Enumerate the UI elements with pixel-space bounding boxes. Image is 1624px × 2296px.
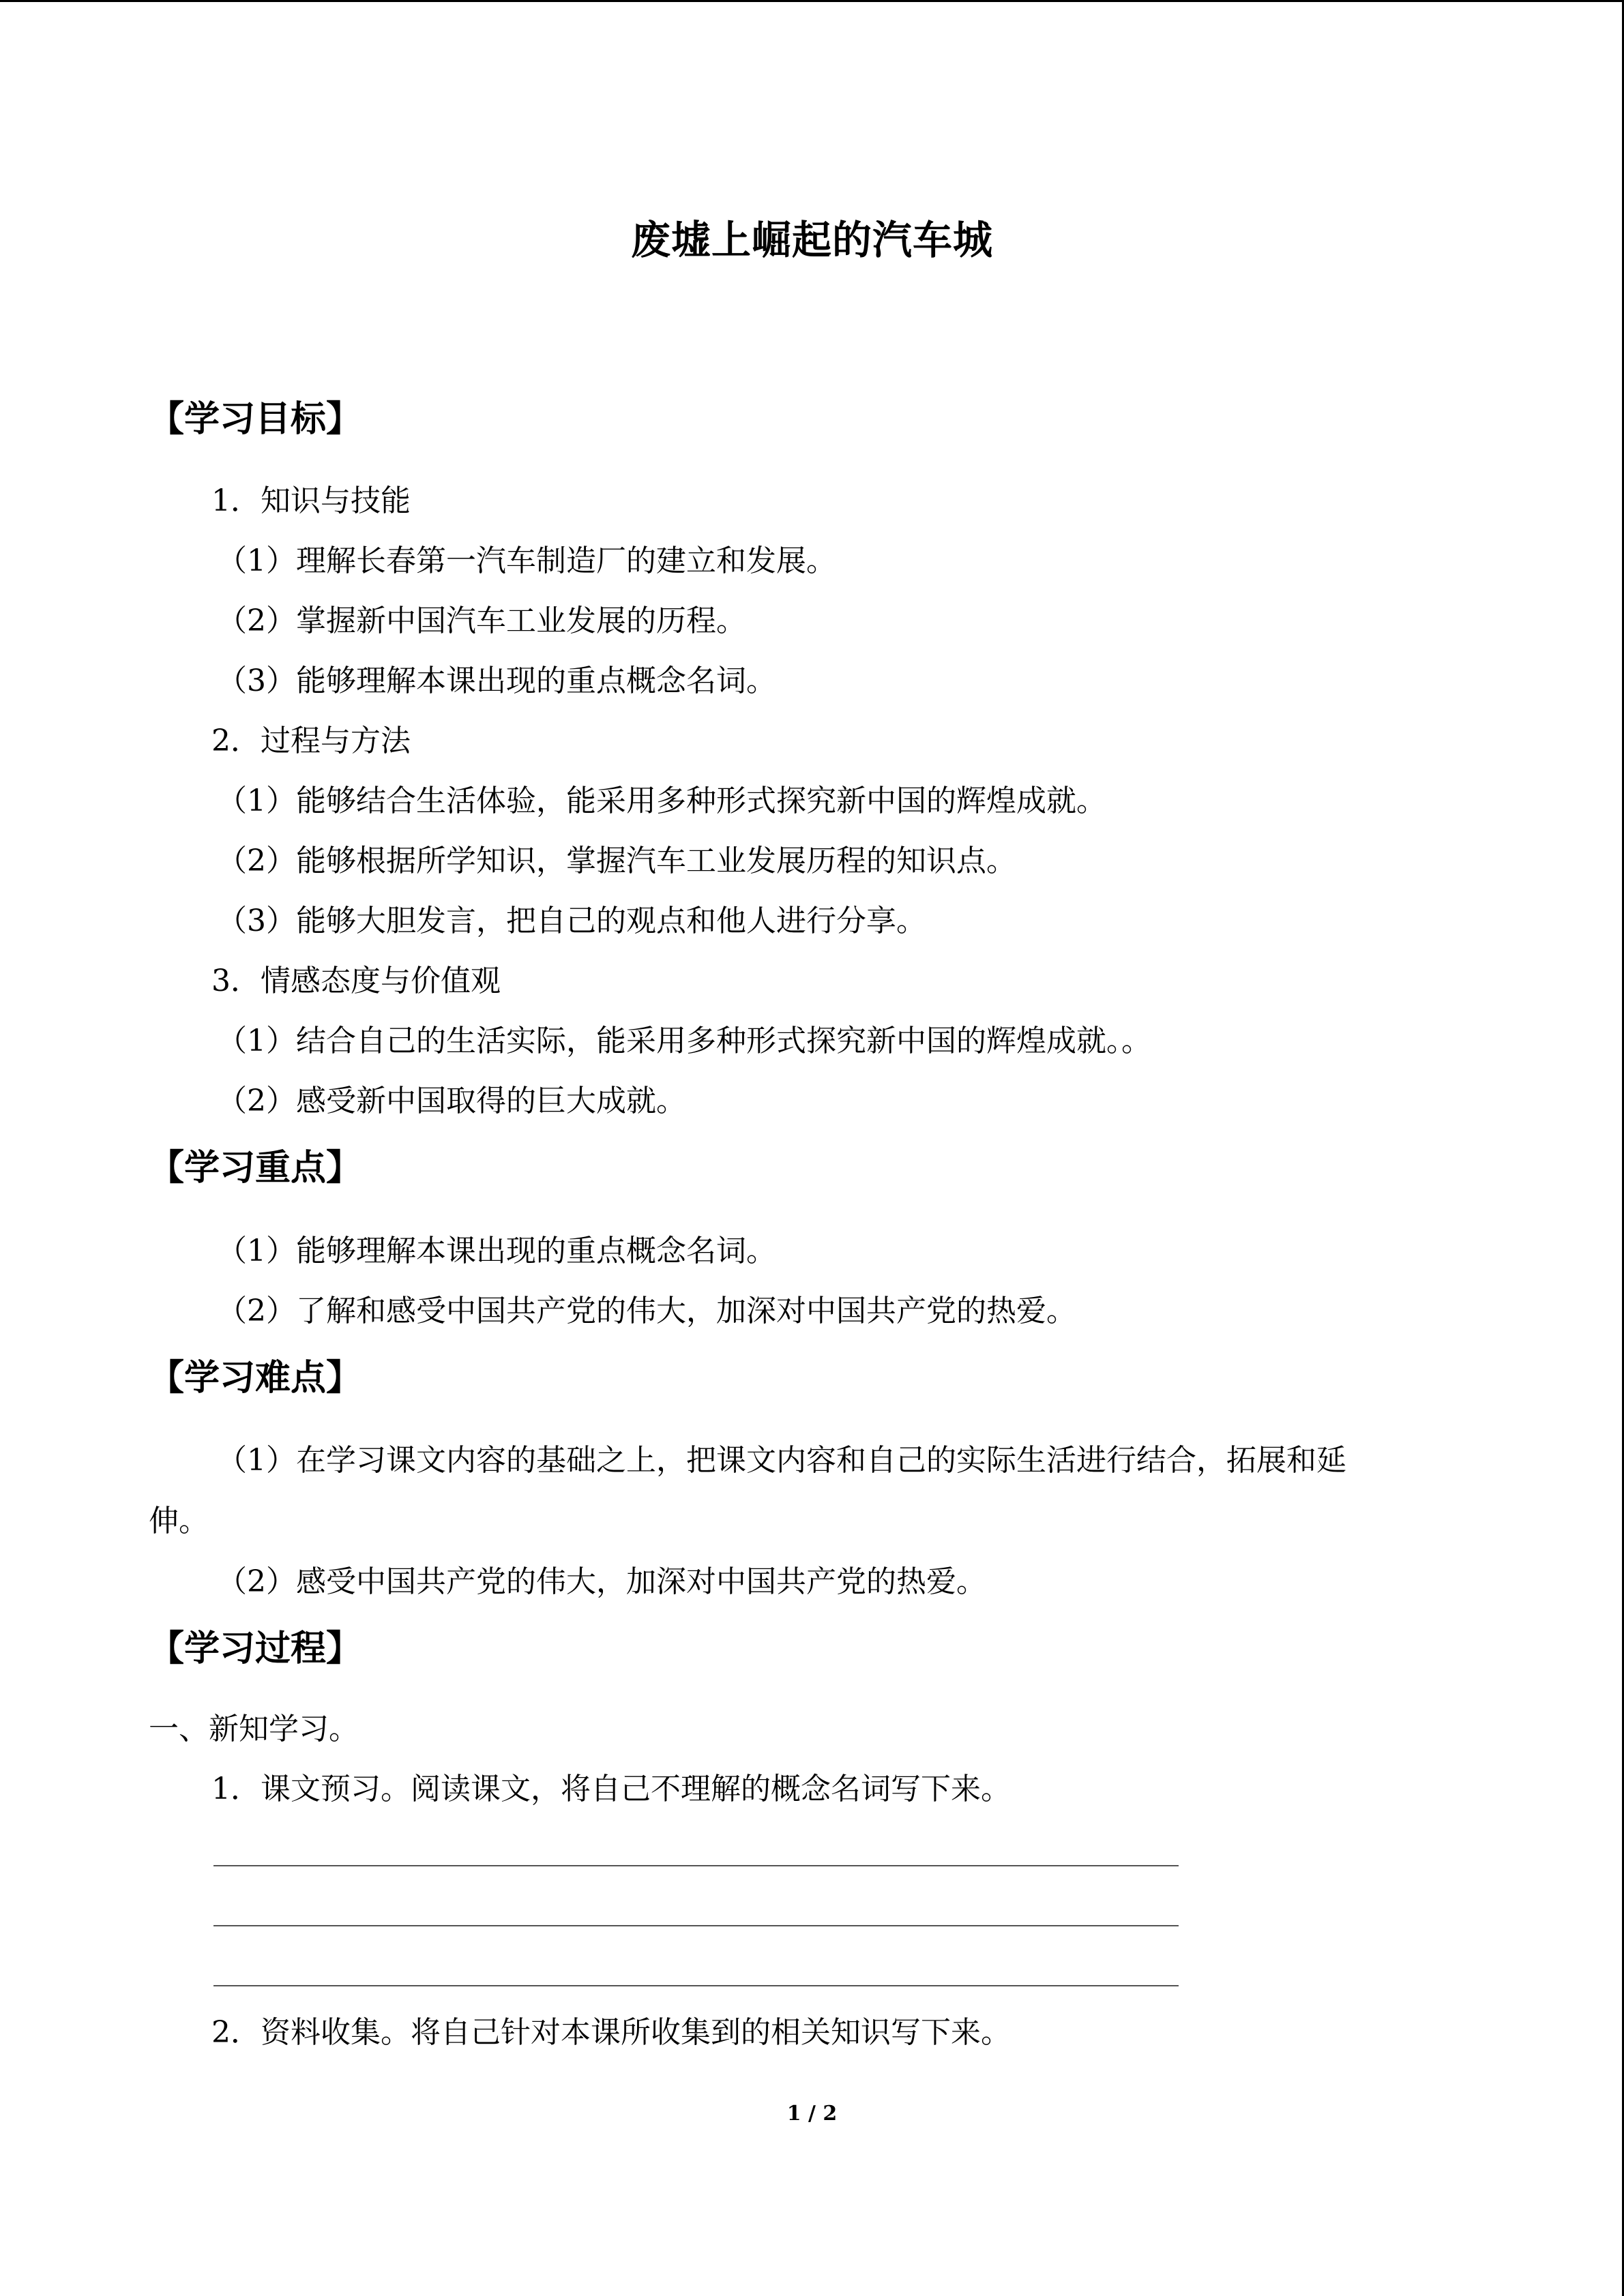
page-number: 1 / 2 <box>786 2102 838 2126</box>
document-title: 废墟上崛起的汽车城 <box>630 217 993 263</box>
key-point-item: （2）了解和感受中国共产党的伟大，加深对中国共产党的热爱。 <box>217 1294 1076 1328</box>
objective-item: （1）能够结合生活体验，能采用多种形式探究新中国的辉煌成就。 <box>217 784 1106 818</box>
answer-line <box>213 1865 1179 1866</box>
process-item: 2．资料收集。将自己针对本课所收集到的相关知识写下来。 <box>211 2015 1011 2050</box>
process-item: 一、新知学习。 <box>149 1712 359 1746</box>
objective-item: （3）能够理解本课出现的重点概念名词。 <box>217 664 776 698</box>
objective-item: （2）掌握新中国汽车工业发展的历程。 <box>217 603 746 638</box>
key-points-heading: 【学习重点】 <box>149 1147 362 1189</box>
objective-item: （2）能够根据所学知识，掌握汽车工业发展历程的知识点。 <box>217 844 1016 878</box>
objective-item: （1）结合自己的生活实际，能采用多种形式探究新中国的辉煌成就。。 <box>217 1024 1151 1058</box>
objective-item: 1．知识与技能 <box>211 483 411 518</box>
difficulties-heading: 【学习难点】 <box>149 1357 362 1399</box>
objective-item: 3．情感态度与价值观 <box>211 964 501 998</box>
difficulty-item: （2）感受中国共产党的伟大，加深对中国共产党的热爱。 <box>217 1564 986 1599</box>
objectives-heading: 【学习目标】 <box>149 398 362 440</box>
objective-item: （1）理解长春第一汽车制造厂的建立和发展。 <box>217 543 836 578</box>
difficulty-item-continuation: 伸。 <box>149 1504 209 1538</box>
objective-item: 2．过程与方法 <box>211 724 411 758</box>
page-border-top <box>0 0 1624 2</box>
objective-item: （2）感受新中国取得的巨大成就。 <box>217 1084 686 1118</box>
process-heading: 【学习过程】 <box>149 1628 362 1669</box>
difficulty-item: （1）在学习课文内容的基础之上，把课文内容和自己的实际生活进行结合，拓展和延 <box>217 1443 1346 1478</box>
process-item: 1．课文预习。阅读课文，将自己不理解的概念名词写下来。 <box>211 1772 1011 1806</box>
answer-line <box>213 1925 1179 1926</box>
objective-item: （3）能够大胆发言，把自己的观点和他人进行分享。 <box>217 904 926 938</box>
answer-line <box>213 1985 1179 1986</box>
key-point-item: （1）能够理解本课出现的重点概念名词。 <box>217 1234 776 1268</box>
